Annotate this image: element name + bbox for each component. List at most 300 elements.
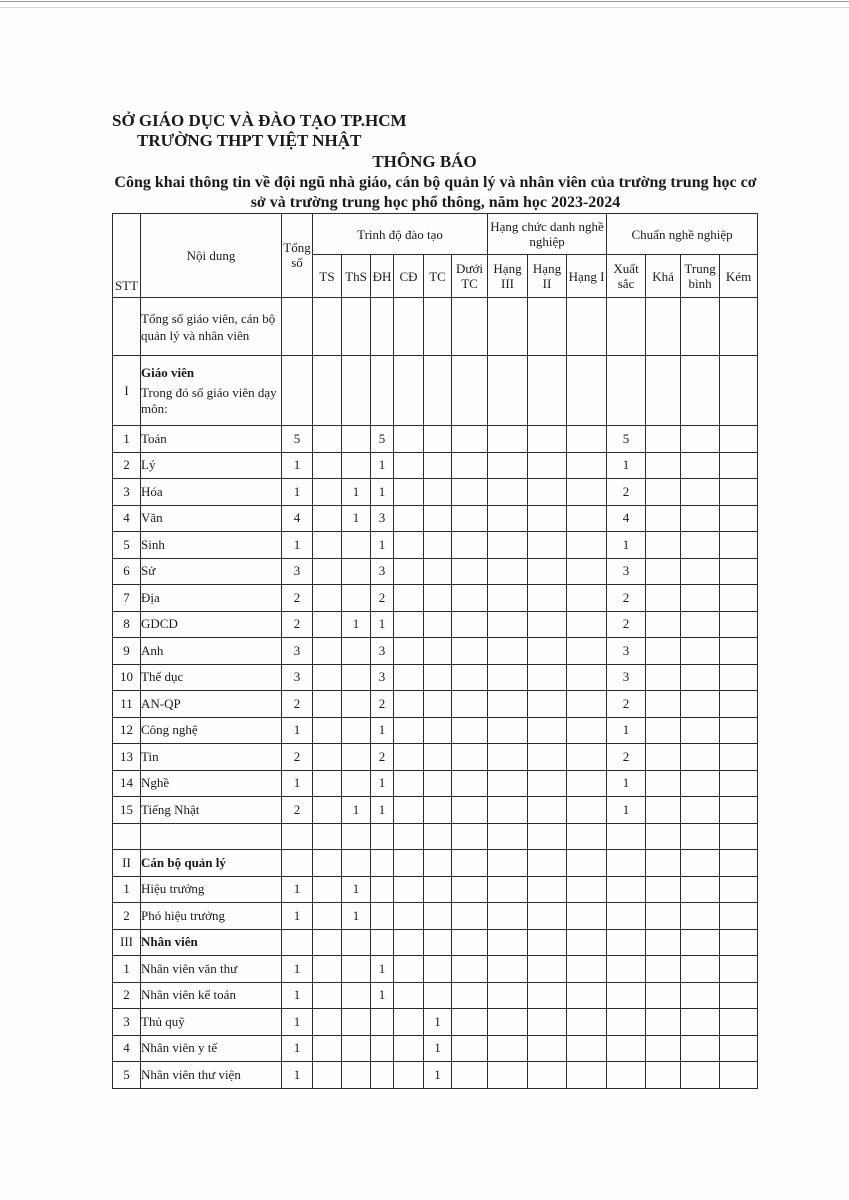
- cell-ts: [313, 479, 342, 506]
- cell-dh: 1: [371, 717, 394, 744]
- empty-cell: [452, 356, 488, 426]
- cell-tb: [681, 452, 720, 479]
- empty-cell: [342, 356, 371, 426]
- cell-ths: 1: [342, 876, 371, 903]
- cell-duoi: [452, 664, 488, 691]
- empty-cell: [567, 850, 607, 877]
- table-row: [113, 903, 758, 930]
- table-row: [113, 797, 758, 824]
- cell-kha: [646, 691, 681, 718]
- empty-cell: [720, 850, 758, 877]
- cell-cd: [394, 770, 424, 797]
- cell-ths: [342, 426, 371, 453]
- table-row: [113, 452, 758, 479]
- cell-ts: [313, 426, 342, 453]
- cell-h1: [567, 1035, 607, 1062]
- cell-h1: [567, 611, 607, 638]
- cell-h1: [567, 982, 607, 1009]
- empty-cell: [646, 823, 681, 850]
- empty-cell: [488, 929, 528, 956]
- cell-dh: [371, 1009, 394, 1036]
- cell-xs: 2: [607, 744, 646, 771]
- cell-xs: 2: [607, 611, 646, 638]
- col-subheader: TC: [424, 255, 452, 298]
- empty-cell: [567, 298, 607, 356]
- cell-xs: [607, 903, 646, 930]
- cell-kem: [720, 876, 758, 903]
- cell-kha: [646, 1062, 681, 1089]
- cell-kha: [646, 452, 681, 479]
- cell-h1: [567, 797, 607, 824]
- cell-xs: 1: [607, 717, 646, 744]
- cell-tb: [681, 1035, 720, 1062]
- cell-kem: [720, 426, 758, 453]
- empty-cell: [681, 823, 720, 850]
- cell-tong: 2: [282, 585, 313, 612]
- cell-tb: [681, 744, 720, 771]
- cell-tc: [424, 903, 452, 930]
- col-subheader: Khá: [646, 255, 681, 298]
- cell-tong: 1: [282, 903, 313, 930]
- scan-edge-line: [0, 1, 849, 2]
- row-number: 3: [113, 479, 141, 506]
- empty-cell: [342, 298, 371, 356]
- row-label: Công nghệ: [141, 717, 282, 744]
- col-header-chuan: Chuẩn nghề nghiệp: [607, 214, 758, 255]
- cell-h1: [567, 452, 607, 479]
- empty-cell: [528, 929, 567, 956]
- empty-cell: [282, 850, 313, 877]
- row-number: 4: [113, 1035, 141, 1062]
- row-label: Nhân viên y tế: [141, 1035, 282, 1062]
- cell-tc: [424, 452, 452, 479]
- cell-ts: [313, 558, 342, 585]
- empty-cell: [371, 929, 394, 956]
- empty-cell: [424, 929, 452, 956]
- cell-h3: [488, 1062, 528, 1089]
- empty-cell: [452, 929, 488, 956]
- cell-h3: [488, 532, 528, 559]
- row-label: Anh: [141, 638, 282, 665]
- cell-xs: 3: [607, 638, 646, 665]
- cell-dh: 1: [371, 452, 394, 479]
- empty-cell: [371, 298, 394, 356]
- empty-cell: [646, 850, 681, 877]
- empty-cell: [452, 823, 488, 850]
- row-label: Hóa: [141, 479, 282, 506]
- cell-ts: [313, 611, 342, 638]
- cell-h2: [528, 505, 567, 532]
- cell-duoi: [452, 505, 488, 532]
- empty-cell: [528, 850, 567, 877]
- row-label: Tiếng Nhật: [141, 797, 282, 824]
- cell-h3: [488, 585, 528, 612]
- cell-ths: [342, 1062, 371, 1089]
- cell-ts: [313, 638, 342, 665]
- cell-cd: [394, 1009, 424, 1036]
- empty-cell: [452, 850, 488, 877]
- row-number: 3: [113, 1009, 141, 1036]
- cell-h1: [567, 876, 607, 903]
- cell-h1: [567, 532, 607, 559]
- cell-ts: [313, 664, 342, 691]
- row-label: Tin: [141, 744, 282, 771]
- cell-h1: [567, 585, 607, 612]
- col-header-hang: Hạng chức danh nghề nghiệp: [488, 214, 607, 255]
- table-row: [113, 638, 758, 665]
- cell-tc: [424, 982, 452, 1009]
- cell-xs: [607, 1009, 646, 1036]
- cell-tong: 3: [282, 638, 313, 665]
- cell-h1: [567, 558, 607, 585]
- cell-h2: [528, 797, 567, 824]
- cell-ts: [313, 982, 342, 1009]
- cell-h3: [488, 903, 528, 930]
- cell-kem: [720, 1035, 758, 1062]
- cell-tc: [424, 611, 452, 638]
- cell-ths: [342, 585, 371, 612]
- cell-kem: [720, 797, 758, 824]
- cell-dh: 3: [371, 638, 394, 665]
- cell-kem: [720, 664, 758, 691]
- cell-h1: [567, 426, 607, 453]
- cell-duoi: [452, 876, 488, 903]
- document-title: THÔNG BÁO: [372, 152, 477, 171]
- cell-dh: 1: [371, 956, 394, 983]
- cell-tb: [681, 505, 720, 532]
- row-number: 11: [113, 691, 141, 718]
- cell-tb: [681, 797, 720, 824]
- col-subheader: Hạng I: [567, 255, 607, 298]
- cell-duoi: [452, 558, 488, 585]
- empty-cell: [313, 298, 342, 356]
- cell-tb: [681, 426, 720, 453]
- row-label: Lý: [141, 452, 282, 479]
- section-sub-label: Trong đó số giáo viên dạy môn:: [141, 384, 277, 416]
- cell-kem: [720, 717, 758, 744]
- cell-tb: [681, 956, 720, 983]
- cell-duoi: [452, 956, 488, 983]
- table-row: [113, 532, 758, 559]
- cell-kem: [720, 982, 758, 1009]
- cell-xs: 2: [607, 479, 646, 506]
- document-subtitle: Công khai thông tin về đội ngũ nhà giáo, cán bộ quản lý và nhân viên của trường trung học cơ sở và trường trung học phổ thông, năm học 2023-2024: [114, 174, 757, 211]
- cell-h2: [528, 664, 567, 691]
- cell-ths: 1: [342, 611, 371, 638]
- cell-ts: [313, 1035, 342, 1062]
- cell-ths: [342, 452, 371, 479]
- row-number: 1: [113, 426, 141, 453]
- empty-cell: [607, 850, 646, 877]
- table-row: [113, 982, 758, 1009]
- department-name: SỞ GIÁO DỤC VÀ ĐÀO TẠO TP.HCM: [112, 111, 407, 130]
- cell-tc: [424, 876, 452, 903]
- cell-ths: 1: [342, 797, 371, 824]
- cell-h3: [488, 982, 528, 1009]
- row-number: 14: [113, 770, 141, 797]
- section-staff-row: [113, 929, 758, 956]
- cell-xs: 5: [607, 426, 646, 453]
- cell-ths: [342, 1009, 371, 1036]
- cell-tb: [681, 717, 720, 744]
- cell-cd: [394, 505, 424, 532]
- empty-cell: [313, 823, 342, 850]
- cell-h1: [567, 1062, 607, 1089]
- cell-tc: [424, 479, 452, 506]
- cell-ts: [313, 744, 342, 771]
- empty-cell: [424, 850, 452, 877]
- cell-h3: [488, 611, 528, 638]
- col-subheader: CĐ: [394, 255, 424, 298]
- cell-h2: [528, 982, 567, 1009]
- cell-ts: [313, 532, 342, 559]
- cell-cd: [394, 664, 424, 691]
- cell-kha: [646, 903, 681, 930]
- row-label: Nhân viên văn thư: [141, 956, 282, 983]
- cell-tc: [424, 664, 452, 691]
- cell-h2: [528, 744, 567, 771]
- empty-cell: [141, 823, 282, 850]
- empty-cell: [681, 356, 720, 426]
- cell-tb: [681, 903, 720, 930]
- cell-duoi: [452, 982, 488, 1009]
- empty-cell: [567, 356, 607, 426]
- cell-ts: [313, 717, 342, 744]
- empty-cell: [567, 929, 607, 956]
- col-subheader: Hạng II: [528, 255, 567, 298]
- col-subheader: ĐH: [371, 255, 394, 298]
- cell-kem: [720, 691, 758, 718]
- empty-cell: [371, 356, 394, 426]
- cell-h3: [488, 479, 528, 506]
- cell-tong: 1: [282, 1035, 313, 1062]
- cell-duoi: [452, 426, 488, 453]
- empty-cell: [313, 850, 342, 877]
- empty-cell: [720, 823, 758, 850]
- cell-cd: [394, 1062, 424, 1089]
- section-number: II: [113, 850, 141, 877]
- row-label: GDCD: [141, 611, 282, 638]
- cell-tc: [424, 956, 452, 983]
- cell-ts: [313, 797, 342, 824]
- col-subheader: TS: [313, 255, 342, 298]
- cell-kha: [646, 956, 681, 983]
- empty-cell: [452, 298, 488, 356]
- cell-tong: 2: [282, 744, 313, 771]
- cell-dh: 5: [371, 426, 394, 453]
- cell-ts: [313, 505, 342, 532]
- cell-cd: [394, 558, 424, 585]
- empty-cell: [113, 823, 141, 850]
- cell-h3: [488, 426, 528, 453]
- cell-xs: [607, 982, 646, 1009]
- cell-ths: 1: [342, 903, 371, 930]
- col-subheader: Dưới TC: [452, 255, 488, 298]
- cell-kha: [646, 585, 681, 612]
- cell-h2: [528, 691, 567, 718]
- cell-cd: [394, 426, 424, 453]
- cell-h3: [488, 558, 528, 585]
- cell-ts: [313, 585, 342, 612]
- cell-h2: [528, 638, 567, 665]
- cell-duoi: [452, 691, 488, 718]
- empty-cell: [394, 823, 424, 850]
- cell-h2: [528, 532, 567, 559]
- cell-h1: [567, 1009, 607, 1036]
- cell-duoi: [452, 532, 488, 559]
- cell-kha: [646, 426, 681, 453]
- cell-xs: 2: [607, 585, 646, 612]
- cell-ts: [313, 770, 342, 797]
- table-row: [113, 744, 758, 771]
- cell-cd: [394, 744, 424, 771]
- empty-cell: [488, 356, 528, 426]
- cell-h2: [528, 452, 567, 479]
- cell-h2: [528, 1035, 567, 1062]
- cell-duoi: [452, 903, 488, 930]
- empty-cell: [488, 298, 528, 356]
- cell-tc: [424, 770, 452, 797]
- cell-tb: [681, 770, 720, 797]
- col-header-noi-dung: Nội dung: [141, 214, 282, 298]
- section-managers-row: [113, 850, 758, 877]
- cell-tong: 3: [282, 558, 313, 585]
- row-number: 4: [113, 505, 141, 532]
- cell-kha: [646, 770, 681, 797]
- empty-cell: [528, 823, 567, 850]
- cell-h3: [488, 638, 528, 665]
- empty-cell: [528, 298, 567, 356]
- cell-ths: [342, 956, 371, 983]
- cell-tong: 2: [282, 611, 313, 638]
- cell-tong: 1: [282, 1062, 313, 1089]
- cell-xs: [607, 876, 646, 903]
- empty-cell: [394, 929, 424, 956]
- cell-cd: [394, 1035, 424, 1062]
- col-subheader: Trung bình: [681, 255, 720, 298]
- row-label: Thể dục: [141, 664, 282, 691]
- cell-h1: [567, 744, 607, 771]
- empty-cell: [528, 356, 567, 426]
- cell-cd: [394, 903, 424, 930]
- empty-cell: [607, 356, 646, 426]
- cell-tb: [681, 876, 720, 903]
- empty-cell: [681, 298, 720, 356]
- cell-duoi: [452, 717, 488, 744]
- cell-kha: [646, 717, 681, 744]
- cell-tc: [424, 532, 452, 559]
- row-label: Nhân viên kế toán: [141, 982, 282, 1009]
- cell-tc: [424, 505, 452, 532]
- cell-xs: [607, 1062, 646, 1089]
- cell-kha: [646, 479, 681, 506]
- empty-cell: [394, 298, 424, 356]
- col-subheader: Hạng III: [488, 255, 528, 298]
- cell-dh: 1: [371, 532, 394, 559]
- cell-kha: [646, 638, 681, 665]
- cell-tc: [424, 797, 452, 824]
- cell-xs: 3: [607, 558, 646, 585]
- row-number: 6: [113, 558, 141, 585]
- empty-cell: [720, 298, 758, 356]
- cell-tb: [681, 982, 720, 1009]
- cell-kha: [646, 1035, 681, 1062]
- cell-kem: [720, 956, 758, 983]
- table-row: [113, 426, 758, 453]
- cell-h3: [488, 876, 528, 903]
- cell-xs: 1: [607, 532, 646, 559]
- cell-h1: [567, 717, 607, 744]
- cell-xs: 2: [607, 691, 646, 718]
- cell-kem: [720, 558, 758, 585]
- table-row: [113, 585, 758, 612]
- cell-xs: 1: [607, 770, 646, 797]
- cell-tc: 1: [424, 1009, 452, 1036]
- empty-cell: [394, 356, 424, 426]
- cell-dh: 1: [371, 982, 394, 1009]
- cell-h1: [567, 956, 607, 983]
- cell-cd: [394, 452, 424, 479]
- cell-h2: [528, 1009, 567, 1036]
- empty-cell: [342, 823, 371, 850]
- section-teachers-row: [113, 356, 758, 426]
- cell-h2: [528, 903, 567, 930]
- cell-tc: [424, 426, 452, 453]
- table-row: [113, 1062, 758, 1089]
- cell-ts: [313, 876, 342, 903]
- staff-table: [112, 213, 758, 1089]
- cell-dh: 2: [371, 744, 394, 771]
- empty-cell: [313, 929, 342, 956]
- col-header-stt: STT: [113, 214, 141, 298]
- row-number: 1: [113, 876, 141, 903]
- cell-h2: [528, 558, 567, 585]
- cell-tb: [681, 558, 720, 585]
- row-label: Văn: [141, 505, 282, 532]
- section-title: Giáo viên: [141, 364, 195, 380]
- cell-tb: [681, 691, 720, 718]
- cell-kem: [720, 903, 758, 930]
- cell-tong: 1: [282, 982, 313, 1009]
- row-number: 1: [113, 956, 141, 983]
- cell-dh: 1: [371, 797, 394, 824]
- table-row: [113, 876, 758, 903]
- cell-dh: [371, 903, 394, 930]
- cell-h3: [488, 744, 528, 771]
- cell-dh: 1: [371, 611, 394, 638]
- col-subheader: Kém: [720, 255, 758, 298]
- cell-kha: [646, 982, 681, 1009]
- cell-ths: [342, 638, 371, 665]
- cell-kha: [646, 797, 681, 824]
- cell-tong: 4: [282, 505, 313, 532]
- cell-tc: 1: [424, 1035, 452, 1062]
- cell-tc: [424, 717, 452, 744]
- cell-duoi: [452, 479, 488, 506]
- cell-tc: [424, 585, 452, 612]
- table-row: [113, 611, 758, 638]
- cell-dh: 3: [371, 505, 394, 532]
- cell-h2: [528, 585, 567, 612]
- col-header-trinh-do: Trình độ đào tạo: [313, 214, 488, 255]
- empty-cell: [607, 929, 646, 956]
- col-subheader: ThS: [342, 255, 371, 298]
- cell-ts: [313, 956, 342, 983]
- cell-h3: [488, 717, 528, 744]
- row-number: 9: [113, 638, 141, 665]
- cell-ths: [342, 691, 371, 718]
- row-label: Thủ quỹ: [141, 1009, 282, 1036]
